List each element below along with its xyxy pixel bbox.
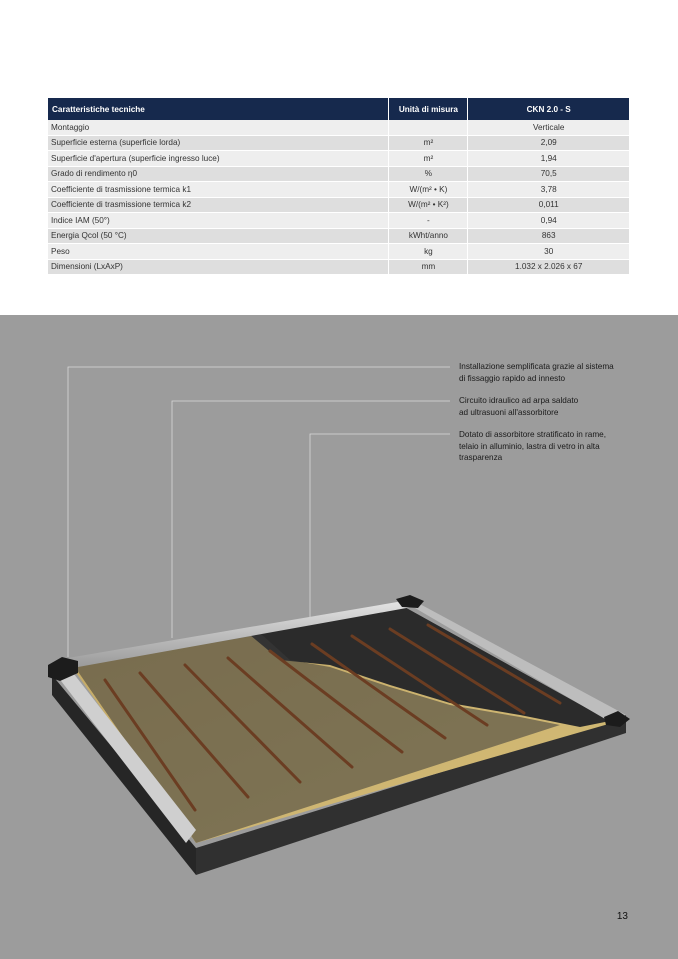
table-row: [48, 259, 629, 275]
callout-absorber-line1: Dotato di assorbitore stratificato in rame,: [459, 430, 606, 439]
table-row: [48, 197, 629, 213]
row-value: 863: [468, 228, 629, 244]
callout-installation-line2: di fissaggio rapido ad innesto: [459, 373, 566, 383]
row-unit: W/(m² • K): [389, 182, 468, 198]
header-characteristics: Caratteristiche tecniche: [48, 98, 389, 120]
table-row: [48, 182, 629, 198]
table-row: [48, 244, 629, 260]
row-value: 30: [468, 244, 629, 260]
row-unit: mm: [389, 259, 468, 275]
table-row: [48, 166, 629, 182]
row-label: Superficie d'apertura (superficie ingresso luce): [48, 151, 389, 167]
row-label: Energia Qcol (50 °C): [48, 228, 389, 244]
table-row: [48, 228, 629, 244]
row-label: Grado di rendimento η0: [48, 166, 389, 182]
row-unit: %: [389, 166, 468, 182]
callout-installation: [459, 361, 649, 384]
table-header-row: [48, 98, 629, 120]
row-unit: m²: [389, 135, 468, 151]
row-label: Superficie esterna (superficie lorda): [48, 135, 389, 151]
header-unit: Unità di misura: [389, 98, 468, 120]
row-unit: kWht/anno: [389, 228, 468, 244]
table-row: [48, 213, 629, 229]
table-row: [48, 120, 629, 135]
row-unit: [389, 120, 468, 135]
callout-absorber-line3: trasparenza: [459, 453, 503, 462]
row-value: 1.032 x 2.026 x 67: [468, 259, 629, 275]
row-value: 0,011: [468, 197, 629, 213]
row-value: 70,5: [468, 166, 629, 182]
callout-absorber-line2: telaio in alluminio, lastra di vetro in alta: [459, 441, 600, 451]
table-row: [48, 135, 629, 151]
callout-absorber: [459, 429, 649, 464]
row-label: Coefficiente di trasmissione termica k2: [48, 197, 389, 213]
row-unit: W/(m² • K²): [389, 197, 468, 213]
row-label: Montaggio: [48, 120, 389, 135]
row-unit: m²: [389, 151, 468, 167]
row-value: 0,94: [468, 213, 629, 229]
row-value: 1,94: [468, 151, 629, 167]
callout-installation-line1: Installazione semplificata grazie al sistema: [459, 362, 614, 371]
row-label: Coefficiente di trasmissione termica k1: [48, 182, 389, 198]
row-label: Dimensioni (LxAxP): [48, 259, 389, 275]
row-value: 2,09: [468, 135, 629, 151]
header-model: CKN 2.0 - S: [468, 98, 629, 120]
callout-circuit-line1: Circuito idraulico ad arpa saldato: [459, 396, 579, 405]
row-value: Verticale: [468, 120, 629, 135]
row-unit: kg: [389, 244, 468, 260]
technical-specs-table: [48, 98, 629, 275]
callout-circuit: [459, 395, 649, 418]
page-number: 13: [616, 911, 628, 922]
row-unit: -: [389, 213, 468, 229]
callout-circuit-line2: ad ultrasuoni all'assorbitore: [459, 407, 559, 417]
row-label: Peso: [48, 244, 389, 260]
row-value: 3,78: [468, 182, 629, 198]
row-label: Indice IAM (50°): [48, 213, 389, 229]
table-row: [48, 151, 629, 167]
